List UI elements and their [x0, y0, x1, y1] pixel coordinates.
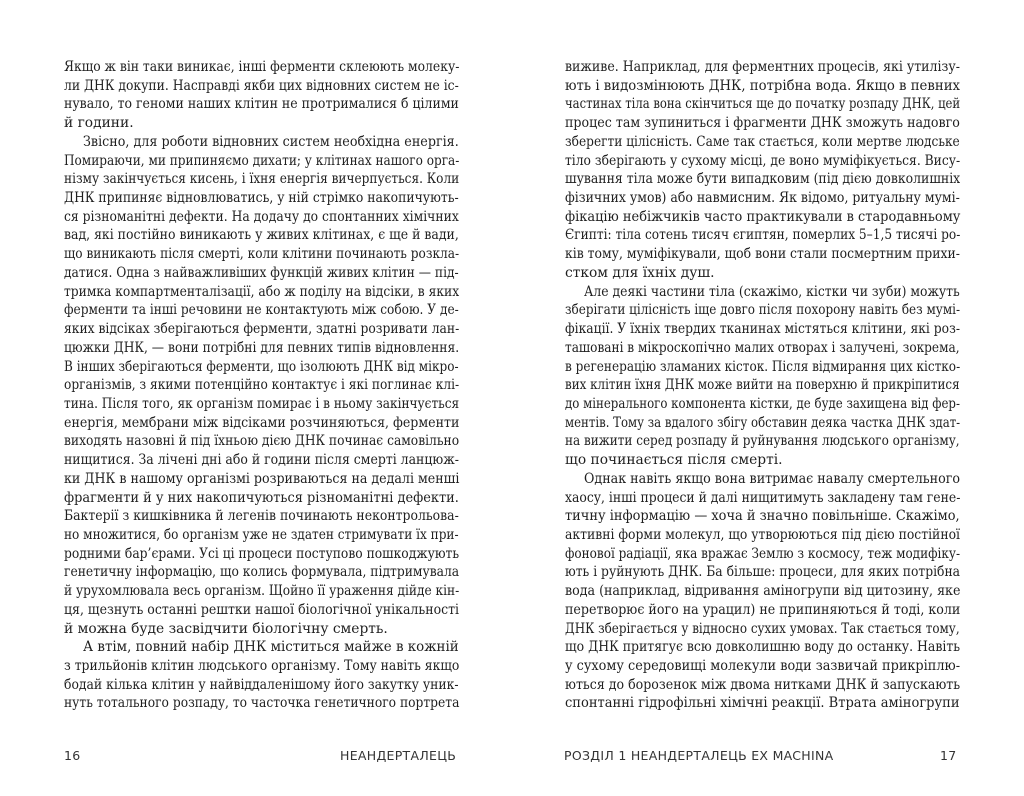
text-line: частинах тіла вона скінчиться ще до початку розпаду ДНК, цей: [565, 96, 961, 113]
text-line: ферменти та інші речовини не контактують між собою. У де-: [64, 302, 459, 319]
text-line: родними бар’єрами. Усі ці процеси поступово пошкоджують: [64, 545, 460, 562]
text-line: нищитися. За лічені дні або й години після смерті ланцюж-: [64, 452, 459, 469]
text-line: генетичну інформацію, що колись формувала, підтримувала: [64, 564, 460, 581]
text-line: процес там зупиниться і фрагменти ДНК зможуть надовго: [565, 115, 960, 132]
text-line: ків тому, муміфікували, щоб вони стали посмертним прихи-: [565, 246, 961, 263]
text-line: стком для їхніх душ.: [565, 264, 715, 281]
text-line: ють і видозмінюють ДНК, потрібна вода. Якщо в певних: [565, 77, 961, 94]
text-line: виходять назовні й під їхньою дією ДНК починає самовільно: [64, 433, 460, 450]
text-line: фрагменти й у них накопичуються різноманітні дефекти.: [64, 489, 459, 506]
text-line: нувало, то геноми наших клітин не протрималися б цілими: [64, 96, 459, 113]
text-line: цюжки ДНК, — вони потрібні для певних типів відновлення.: [64, 339, 460, 356]
text-line: нуть тотального розпаду, то часточка генетичного портрета: [64, 695, 460, 712]
text-line: виживе. Наприклад, для ферментних процесів, які утилізу-: [565, 59, 960, 75]
text-line: бодай кілька клітин у найвіддаленішому його закутку уник-: [64, 676, 459, 693]
text-line: нізму закінчується кисень, і їхня енергія вичерпується. Коли: [64, 171, 460, 188]
text-line: вад, які постійно виникають у живих клітинах, є ще й вади,: [64, 227, 459, 244]
text-line: тичну інформацію — хоча й значно повільніше. Скажімо,: [565, 508, 960, 525]
text-line: до мінерального компонента кістки, де буде захищена від фер-: [565, 395, 960, 412]
text-line: шування тіла може бути випадковим (під дією довколишніх: [565, 171, 961, 188]
text-line: вих клітин їхня ДНК може вийти на поверхню й прикріпитися: [565, 377, 960, 394]
text-line: ця, щезнуть останні рештки нашої біологічної унікальності: [64, 601, 460, 618]
text-line: в регенерацію зламаних кісток. Після відмирання цих кістко-: [565, 358, 961, 375]
text-line: енергія, мембрани між відсіками розчиняються, ферменти: [64, 414, 460, 431]
text-line: фізичних умов) або навмисним. Як відомо, ритуальну мумі-: [565, 190, 960, 207]
text-line: й урухомлювала весь організм. Щойно її ураження дійде кін-: [64, 583, 460, 600]
text-line: що виникають після смерті, коли клітини починають розкла-: [64, 246, 460, 263]
page-number-left: 16: [64, 748, 81, 763]
text-line: на вижити серед розпаду й руйнування людського організму,: [565, 433, 960, 450]
text-line: фікації. У їхніх твердих тканинах містяться клітини, які роз-: [565, 321, 961, 338]
text-line: но множитися, бо організм уже не здатен стримувати їх при-: [64, 527, 459, 543]
text-line: В інших зберігаються ферменти, що ізолюють ДНК від мікро-: [64, 358, 459, 375]
text-line: Однак навіть якщо вона витримає навалу смертельного: [584, 470, 961, 487]
text-line: Але деякі частини тіла (скажімо, кістки чи зуби) можуть: [584, 283, 960, 300]
text-line: ють і руйнують ДНК. Ба більше: процеси, для яких потрібна: [565, 564, 961, 581]
text-line: Якщо ж він таки виникає, інші ферменти склеюють молеку-: [64, 59, 460, 75]
text-line: ментів. Тому за вдалого збігу обставин деяка частка ДНК здат-: [565, 414, 961, 431]
text-line: що ДНК притягує всю довколишню воду до останку. Навіть: [565, 639, 961, 656]
text-line: тіло зберігають у сухому місці, де воно муміфікується. Вису-: [565, 152, 961, 169]
text-line: у сухому середовищі молекули води зазвичай прикріплю-: [565, 658, 961, 675]
text-line: Звісно, для роботи відновних систем необхідна енергія.: [83, 133, 459, 150]
text-line: тина. Після того, як організм помирає і в ньому закінчується: [64, 395, 460, 412]
text-line: ДНК зберігається у відносно сухих умовах. Так стається тому,: [565, 620, 960, 637]
text-line: вода (наприклад, відривання аміногрупи від цитозину, яке: [565, 583, 961, 600]
text-line: ли ДНК докупи. Насправді якби цих відновних систем не іс-: [64, 77, 459, 94]
text-line: Бактерії з кишківника й легенів починають неконтрольова-: [64, 508, 459, 525]
text-line: організмів, з якими потенційно контактує і які поглинає клі-: [64, 377, 460, 394]
text-line: ДНК припиняє відновлюватись, у ній стрімко накопичують-: [64, 190, 459, 207]
text-line: яких відсіках зберігаються ферменти, здатні розривати лан-: [64, 321, 460, 338]
running-head-left: НЕАНДЕРТАЛЕЦЬ: [340, 748, 457, 763]
running-head-right: РОЗДІЛ 1 НЕАНДЕРТАЛЕЦЬ EX MACHINA: [564, 748, 834, 763]
text-line: ташовані в мікроскопічно малих отворах і залучені, зокрема,: [565, 339, 960, 356]
text-line: фонової радіації, яка вражає Землю з космосу, теж модифіку-: [565, 545, 961, 562]
text-line: з трильйонів клітин людського організму. Тому навіть якщо: [64, 658, 460, 675]
text-line: що починається після смерті.: [565, 452, 783, 469]
text-line: зберегти цілісність. Саме так стається, коли мертве людське: [565, 133, 960, 150]
text-line: тримка компартменталізації, або ж поділу на відсіки, в яких: [64, 283, 460, 300]
text-line: спонтанні гідрофільні хімічні реакції. Втрата аміногрупи: [565, 695, 960, 712]
text-line: зберігати цілісність іще довго після похорону навіть без мумі-: [565, 302, 961, 319]
text-line: хаосу, інші процеси й далі нищитимуть закладену там гене-: [565, 489, 961, 506]
text-line: й години.: [64, 115, 134, 132]
text-line: А втім, повний набір ДНК міститься майже в кожній: [83, 639, 459, 656]
text-line: фікацію небіжчиків часто практикували в стародавньому: [565, 208, 961, 225]
text-line: датися. Одна з найважливіших функцій живих клітин — під-: [64, 264, 459, 281]
text-line: ються до борозенок між двома нитками ДНК й запускають: [565, 676, 961, 693]
page-number-right: 17: [940, 748, 957, 763]
text-line: Помираючи, ми припиняємо дихати; у клітинах нашого орга-: [64, 152, 460, 169]
text-line: Єгипті: тіла сотень тисяч єгиптян, померлих 5–1,5 тисячі ро-: [565, 227, 961, 244]
text-line: активні форми молекул, що утворюються під дією постійної: [565, 527, 960, 543]
text-line: ки ДНК в нашому організмі розриваються на дедалі менші: [64, 470, 460, 487]
text-line: перетворює його на урацил) не припиняються й тоді, коли: [565, 601, 961, 618]
text-line: ся різноманітні дефекти. На додачу до спонтанних хімічних: [64, 208, 459, 225]
right-page: [512, 0, 1024, 796]
text-line: й можна буде засвідчити біологічну смерть.: [64, 620, 388, 637]
